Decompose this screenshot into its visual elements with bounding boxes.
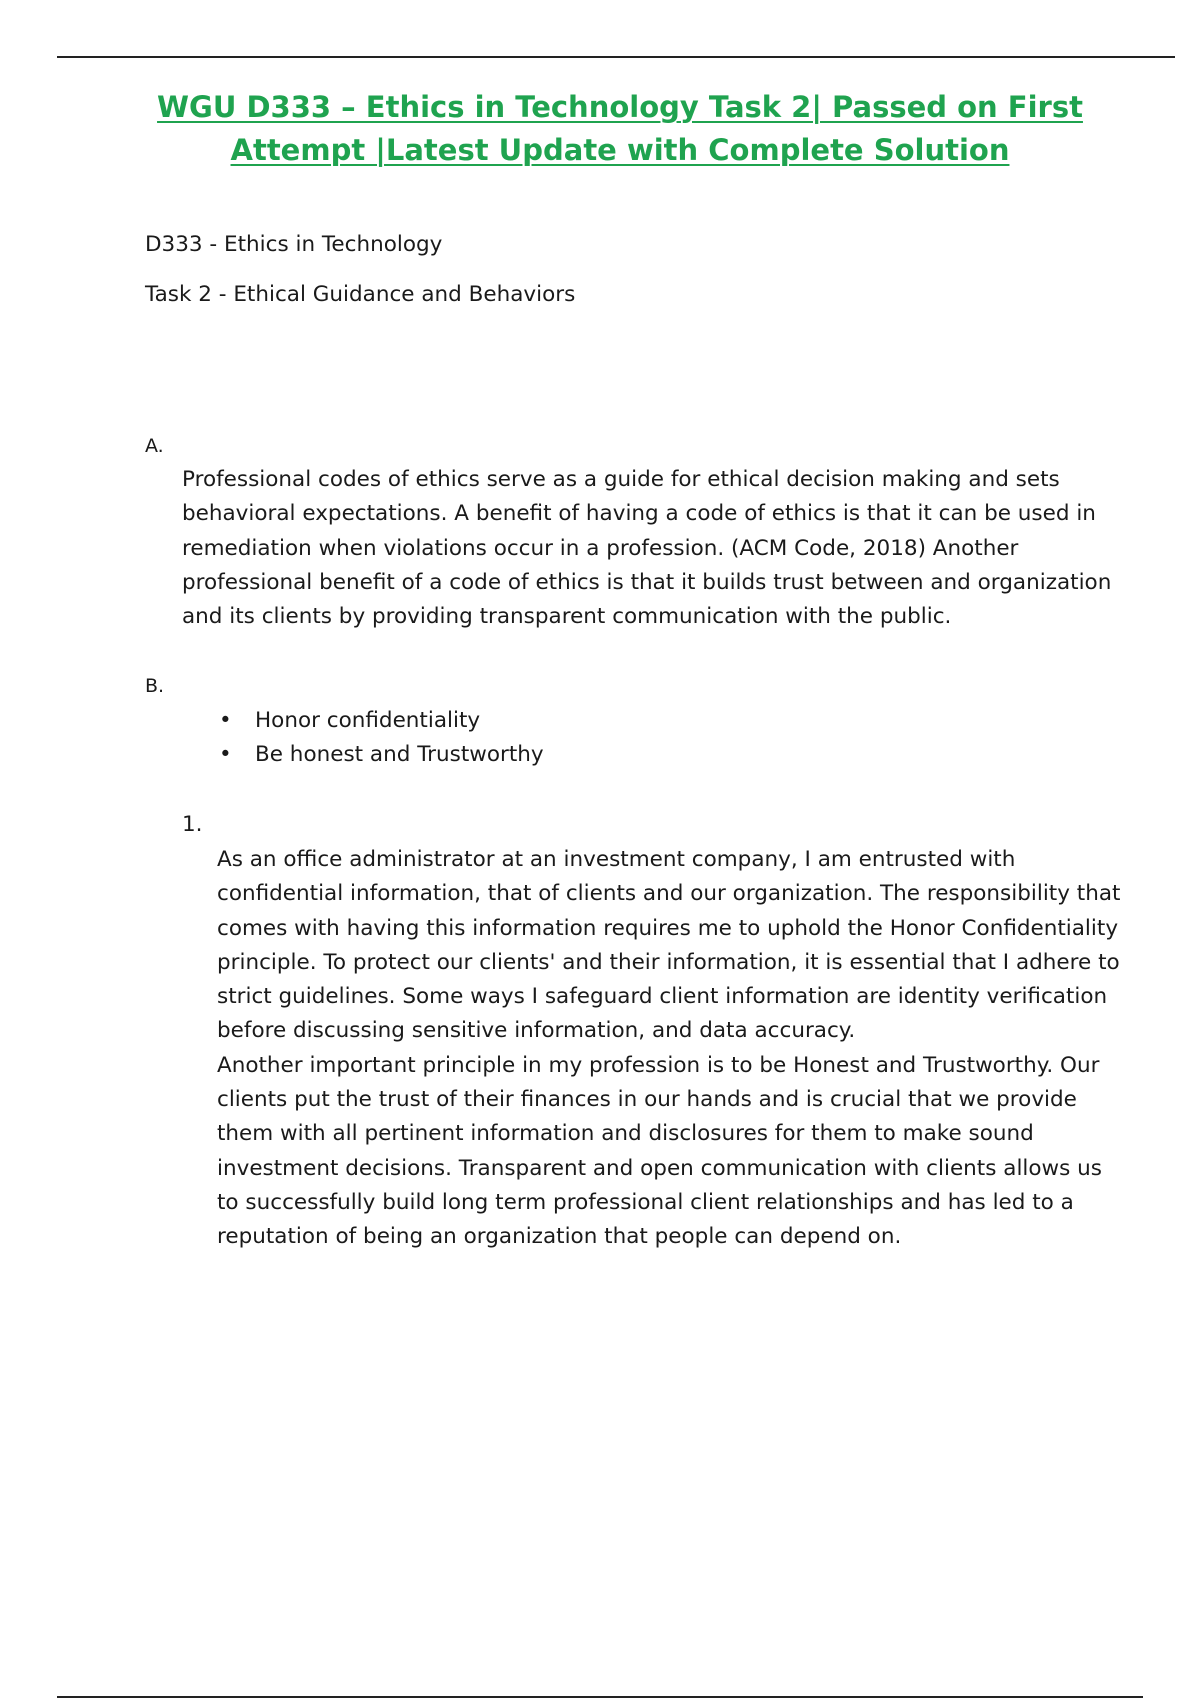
- document-title: [140, 86, 1100, 172]
- list-item: [215, 738, 544, 772]
- section-1-line: principle. To protect our clients' and their information, it is essential that I adhere to: [217, 949, 1120, 975]
- list-item-text: Be honest and Trustworthy: [255, 742, 544, 768]
- section-1-line: before discussing sensitive information, and data accuracy.: [217, 1018, 856, 1044]
- top-divider: [57, 56, 1175, 58]
- section-a-paragraph: [182, 463, 1112, 634]
- course-heading: D333 - Ethics in Technology: [145, 232, 443, 257]
- section-1-line: reputation of being an organization that people can depend on.: [217, 1224, 902, 1250]
- section-1-line: comes with having this information requires me to uphold the Honor Confidentiality: [217, 915, 1119, 941]
- section-a-line: remediation when violations occur in a profession. (ACM Code, 2018) Another: [182, 535, 1019, 561]
- section-1-line: confidential information, that of clients and our organization. The responsibility that: [217, 881, 1121, 907]
- section-1-line: to successfully build long term professional client relationships and has led to a: [217, 1189, 1074, 1215]
- section-a-line: Professional codes of ethics serve as a guide for ethical decision making and sets: [182, 467, 1060, 492]
- list-item-text: Honor confidentiality: [255, 708, 481, 733]
- section-1-line: Another important principle in my profession is to be Honest and Trustworthy. Our: [217, 1052, 1100, 1078]
- bullet-icon: •: [219, 708, 232, 733]
- section-1-line: investment decisions. Transparent and open communication with clients allows us: [217, 1155, 1102, 1181]
- list-item: [215, 704, 544, 738]
- section-1-line: clients put the trust of their finances in our hands and is crucial that we provide: [217, 1087, 1077, 1113]
- title-line-1: WGU D333 – Ethics in Technology Task 2| Passed on First: [157, 90, 1083, 124]
- section-1-line: As an office administrator at an investment company, I am entrusted with: [217, 847, 1016, 872]
- section-1-paragraph: [217, 843, 1121, 1255]
- title-line-2: Attempt |Latest Update with Complete Solution: [230, 133, 1010, 167]
- section-1-line: them with all pertinent information and disclosures for them to make sound: [217, 1121, 1034, 1147]
- principles-list: [215, 704, 544, 773]
- section-1-label: 1.: [182, 812, 203, 837]
- section-1-line: strict guidelines. Some ways I safeguard client information are identity verification: [217, 984, 1108, 1010]
- section-a-line: behavioral expectations. A benefit of having a code of ethics is that it can be used in: [182, 501, 1096, 527]
- section-b-label: B.: [145, 675, 165, 697]
- section-a-label: A.: [145, 435, 164, 457]
- bottom-divider: [57, 1696, 1143, 1698]
- section-a-line: professional benefit of a code of ethics is that it builds trust between and organization: [182, 569, 1112, 595]
- task-heading: Task 2 - Ethical Guidance and Behaviors: [145, 282, 576, 307]
- bullet-icon: •: [219, 742, 232, 768]
- section-a-line: and its clients by providing transparent communication with the public.: [182, 604, 952, 630]
